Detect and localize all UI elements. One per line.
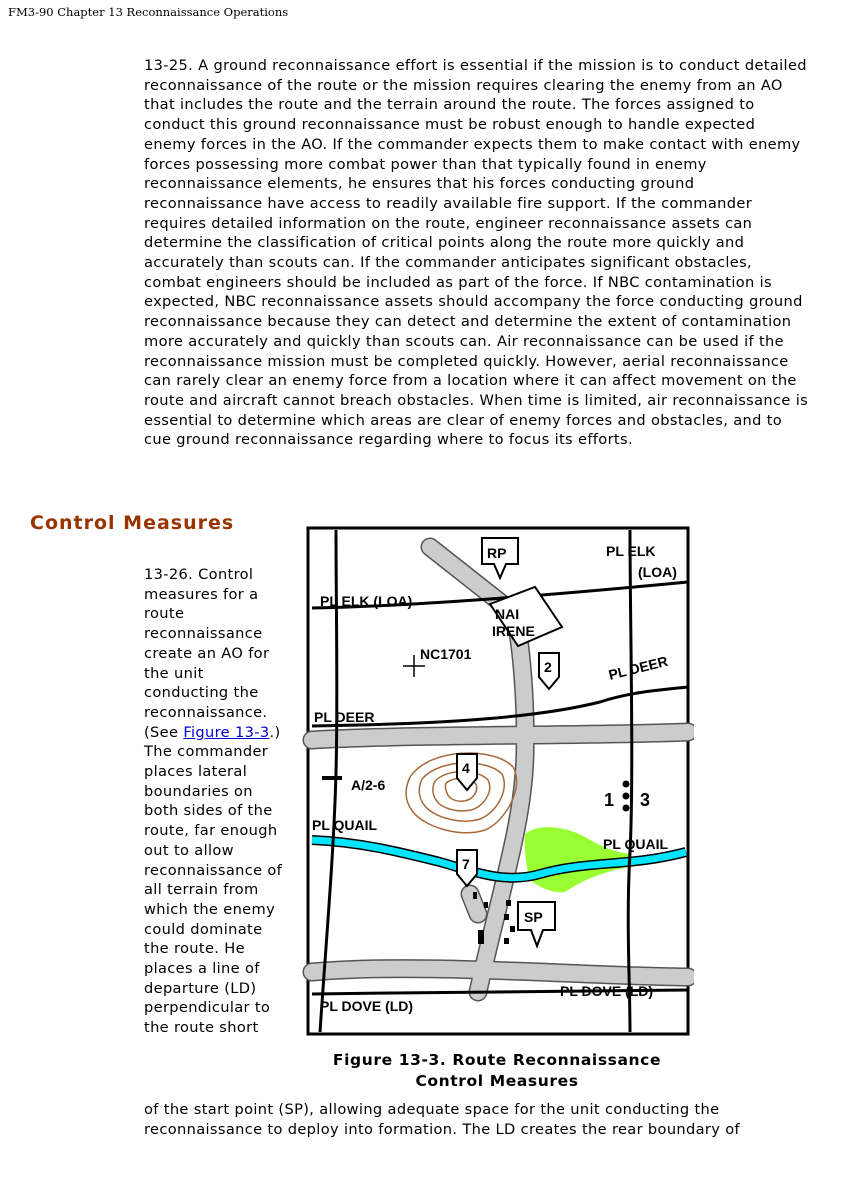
pl-quail-right-label: PL QUAIL [603,836,669,852]
running-head: FM3-90 Chapter 13 Reconnaissance Operations [8,5,289,19]
checkpoint-7-label: 7 [462,856,470,872]
sp-label: SP [524,909,543,925]
paragraph-13-26 [144,565,284,1038]
figure-caption-line2: Control Measures [415,1072,579,1090]
checkpoint-4-label: 4 [462,760,470,776]
grid-label: NC1701 [420,646,472,662]
boundary-3-label: 3 [640,790,651,810]
figure-caption [300,1050,694,1092]
nai-label: NAI [495,606,520,622]
irene-label: IRENE [492,623,535,639]
pl-deer-left-label: PL DEER [314,709,375,725]
paragraph-13-26-text: 13-26. Control measures for a route reconnaissance create an AO for the unit conducting the reconnaissance. (See [144,566,270,741]
checkpoint-2-label: 2 [544,659,552,675]
paragraph-13-26-continuation: of the start point (SP), allowing adequate space for the unit conducting the reconnaissance to deploy into formation. The LD creates the rear boundary of [144,1101,741,1138]
paragraph-13-26-text-cont: .) The commander places lateral boundaries on both sides of the route, far enough out to allow reconnaissance of all terrain from which the enemy could dominate the route. He places a line of departure (LD) perpendicular to the route short [144,723,283,1037]
figure-13-3-link[interactable]: Figure 13-3 [183,723,270,741]
pl-deer-right-label: PL DEER [606,652,670,683]
pl-quail-left-label: PL QUAIL [312,817,378,833]
unit-label: A/2-6 [351,777,386,793]
paragraph-13-25: 13-25. A ground reconnaissance effort is essential if the mission is to conduct detailed reconnaissance of the route or the mission requires clearing the enemy from an AO that includes the route and the terrain around the route. The forces assigned to conduct this ground reconnaissance must be robust enough to handle expected enemy forces in the AO. If the commander expects them to make contact with enemy forces possessing more combat power than that typically found in enemy reconnaissance elements, he ensures that his forces conducting ground reconnaissance have access to readily available fire support. If the commander requires detailed information on the route, engineer reconnaissance assets can determine the classification of critical points along the route more quickly and accurately than scouts can. If the commander anticipates significant obstacles, combat engineers should be included as part of the force. If NBC contamination is expected, NBC reconnaissance assets should accompany the force conducting ground reconnaissance because they can detect and determine the extent of contamination more accurately and quickly than scouts can. Air reconnaissance can be used if the reconnaissance mission must be completed quickly. However, aerial reconnaissance can rarely clear an enemy force from a location where it can affect movement on the route and aircraft cannot breach obstacles. When time is limited, air reconnaissance is essential to determine which areas are clear of enemy forces and obstacles, and to cue ground reconnaissance regarding where to focus its efforts. [144,57,809,449]
route-reconnaissance-map [300,522,694,1042]
rp-label: RP [487,545,507,561]
figure-caption-line1: Figure 13-3. Route Reconnaissance [332,1051,662,1069]
pl-dove-left-label: PL DOVE (LD) [320,998,414,1014]
section-heading-control-measures: Control Measures [30,512,235,534]
pl-elk-left-label: PL ELK (LOA) [320,593,413,609]
pl-dove-right-label: PL DOVE (LD) [560,983,654,999]
loa-right-label: (LOA) [638,564,677,580]
pl-elk-right-label: PL ELK [606,543,656,559]
boundary-1-label: 1 [604,790,615,810]
